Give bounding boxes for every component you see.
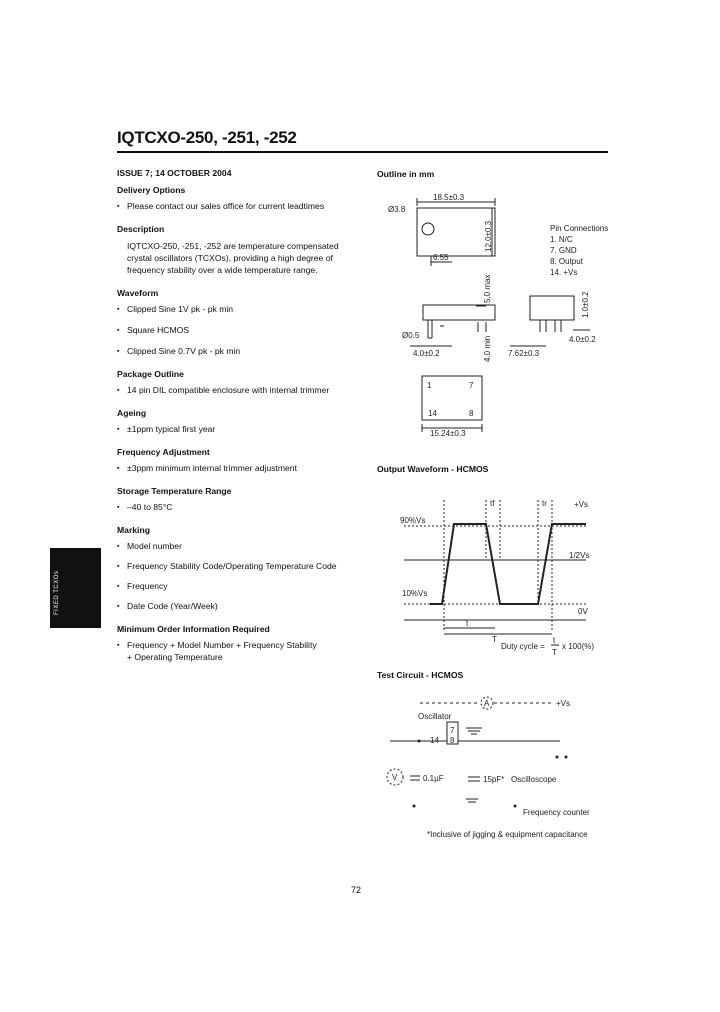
dim-side-width: 7.62±0.3 [508, 349, 540, 358]
duty-suffix: x 100(%) [562, 642, 595, 651]
pins-title: Pin Connections [550, 224, 609, 233]
waveform-heading: Waveform [117, 288, 159, 298]
duty-den: T [552, 648, 557, 657]
min-order-heading: Minimum Order Information Required [117, 624, 270, 634]
waveform-item: ▪ Square HCMOS [117, 325, 357, 336]
label-tf: tf [490, 499, 495, 508]
output-waveform-heading: Output Waveform - HCMOS [377, 464, 489, 474]
osc-pin-8: 8 [450, 736, 455, 745]
dim-bottom-width: 15.24±0.3 [430, 429, 466, 438]
test-circuit-heading: Test Circuit - HCMOS [377, 670, 464, 680]
package-heading: Package Outline [117, 369, 184, 379]
dim-width: 18.5±0.3 [433, 193, 465, 202]
description-text: IQTCXO-250, -251, -252 are temperature compensated crystal oscillators (TCXOs), providing a high degree of frequency stability over a wide temperature range. [127, 241, 339, 275]
pin-1: 1. N/C [550, 235, 573, 244]
label-t: t [466, 619, 469, 628]
dim-pin-width: 4.0±0.2 [413, 349, 440, 358]
storage-heading: Storage Temperature Range [117, 486, 232, 496]
pin-8: 8. Output [550, 257, 583, 266]
marking-item: ▪ Model number [117, 541, 357, 552]
dim-hole: Ø3.8 [388, 205, 406, 214]
oscillator-label: Oscillator [418, 712, 452, 721]
oscilloscope-label: Oscilloscope [511, 775, 557, 784]
capacitance-note: *Inclusive of jigging & equipment capacitance [427, 830, 588, 839]
dim-min-height: 4.0 min [483, 335, 492, 362]
label-0v: 0V [578, 607, 588, 616]
cap-2-label: 15pF* [483, 775, 505, 784]
min-order-text: ▪ Frequency + Model Number + Frequency Stability [117, 640, 357, 651]
dim-side-pin: 4.0±0.2 [569, 335, 596, 344]
section-tab-label: FIXED TCXOs [54, 570, 60, 615]
waveform-plot [404, 500, 589, 634]
dim-max-height: 5.0 max [483, 274, 492, 303]
outline-heading: Outline in mm [377, 169, 435, 179]
marking-item: ▪ Date Code (Year/Week) [117, 601, 357, 612]
label-vs: +Vs [574, 500, 589, 509]
ageing-text: ▪ ±1ppm typical first year [117, 424, 357, 435]
pin-14: 14. +Vs [550, 268, 578, 277]
package-text: ▪ 14 pin DIL compatible enclosure with internal trimmer [117, 385, 357, 396]
bottom-pin-14: 14 [428, 409, 437, 418]
osc-pin-14: 14 [430, 736, 439, 745]
waveform-item: ▪ Clipped Sine 0.7V pk - pk min [117, 346, 357, 357]
dim-pin: Ø0.5 [402, 331, 420, 340]
delivery-text: ▪ Please contact our sales office for current leadtimes [117, 201, 357, 212]
marking-heading: Marking [117, 525, 150, 535]
marking-item: ▪ Frequency Stability Code/Operating Temperature Code [117, 561, 357, 572]
description-heading: Description [117, 224, 165, 234]
label-T: T [492, 635, 497, 644]
test-circuit-diagram [387, 697, 560, 802]
frequency-counter-label: Frequency counter [523, 808, 590, 817]
issue-line: ISSUE 7; 14 OCTOBER 2004 [117, 168, 232, 178]
page-number: 72 [351, 885, 362, 895]
page-title: IQTCXO-250, -251, -252 [117, 128, 297, 147]
storage-text: ▪ –40 to 85°C [117, 502, 357, 513]
voltmeter-label: V [392, 773, 398, 782]
freq-adj-text: ▪ ±3ppm minimum internal trimmer adjustment [117, 463, 357, 474]
min-order-text-2: + Operating Temperature [127, 652, 223, 662]
pin-7: 7. GND [550, 246, 577, 255]
cap-1-label: 0.1μF [423, 774, 444, 783]
freq-adj-heading: Frequency Adjustment [117, 447, 210, 457]
dim-offset: 6.55 [433, 253, 449, 262]
delivery-heading: Delivery Options [117, 185, 186, 195]
dim-side-height: 1.0±0.2 [581, 291, 590, 318]
bottom-pin-7: 7 [469, 381, 474, 390]
bottom-pin-1: 1 [427, 381, 432, 390]
osc-pin-7: 7 [450, 726, 455, 735]
ammeter-label: A [484, 699, 490, 708]
waveform-trace [430, 524, 586, 604]
label-half: 1/2Vs [569, 551, 590, 560]
duty-prefix: Duty cycle = [501, 642, 545, 651]
dim-height: 12.0±0.3 [484, 220, 493, 252]
label-10: 10%Vs [402, 589, 428, 598]
marking-item: ▪ Frequency [117, 581, 357, 592]
bottom-pin-8: 8 [469, 409, 474, 418]
waveform-item: ▪ Clipped Sine 1V pk - pk min [117, 304, 357, 315]
supply-label: +Vs [556, 699, 571, 708]
duty-num: t [553, 636, 556, 645]
label-90: 90%Vs [400, 516, 426, 525]
label-tr: tr [542, 499, 547, 508]
ageing-heading: Ageing [117, 408, 147, 418]
